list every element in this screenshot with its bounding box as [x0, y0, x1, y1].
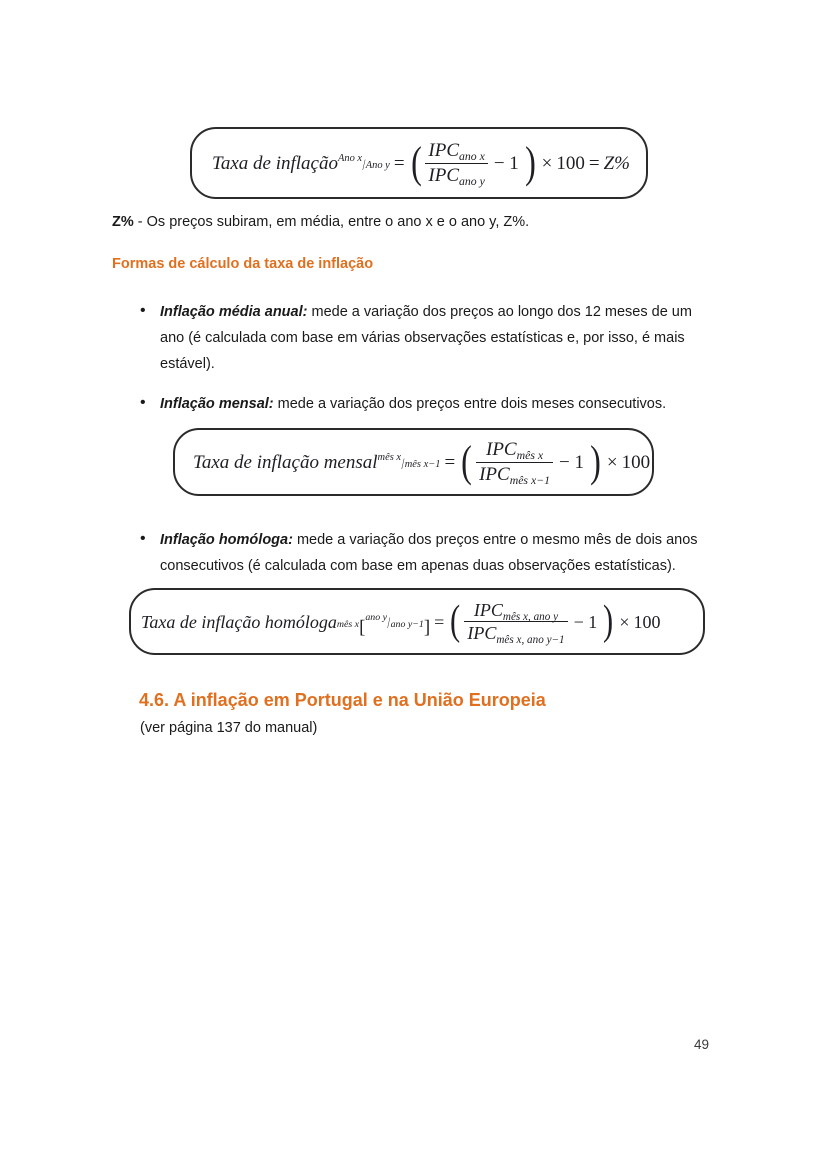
- bullet-term-annual-average: Inflação média anual:: [160, 304, 308, 320]
- bracket-close-icon: ]: [423, 616, 431, 638]
- bullet-item-monthly: [140, 391, 702, 417]
- formula-annual-label: Taxa de inflação: [212, 152, 338, 174]
- note-line: [112, 210, 752, 234]
- formula-homologous-frac-den: [464, 621, 567, 646]
- bullet-term-monthly: Inflação mensal:: [160, 396, 274, 412]
- formula-homologous-inflation: [141, 597, 661, 646]
- bullet-text-annual-average: [160, 299, 702, 377]
- ipc-label: IPC: [473, 599, 503, 620]
- ipc-sub: mês x, ano y−1: [496, 633, 565, 646]
- formula-annual-hundred: 100: [556, 152, 585, 174]
- paren-open-icon: (: [461, 436, 473, 487]
- bullet-item-annual-average: [140, 299, 702, 377]
- note-rest: - Os preços subiram, em média, entre o ano x e o ano y, Z%.: [133, 214, 530, 230]
- formula-homologous-minus-one: − 1: [573, 611, 598, 632]
- formula-homologous-label: Taxa de inflação homóloga: [141, 611, 337, 632]
- bullet-text-homologous: [160, 527, 710, 579]
- formula-annual-fraction: [425, 140, 487, 186]
- formula-annual-frac-den: [425, 163, 487, 186]
- formula-monthly-times: ×: [606, 451, 618, 473]
- ipc-label: IPC: [428, 164, 460, 186]
- paren-close-icon: ): [524, 137, 536, 188]
- bullet-dot-icon: •: [140, 394, 146, 411]
- formula-homologous-hundred: 100: [633, 611, 661, 632]
- formula-annual-sub-num: Ano x: [337, 152, 363, 164]
- bullet-item-homologous: [140, 527, 710, 579]
- ipc-sub: ano x: [459, 150, 485, 164]
- ipc-sub: mês x: [516, 449, 544, 463]
- formula-annual-sub-den: Ano y: [365, 160, 390, 172]
- formula-monthly-subscript: [377, 451, 441, 474]
- paren-close-icon: ): [603, 597, 614, 645]
- slash-glyph: /: [401, 456, 405, 474]
- formula-annual-result: Z%: [603, 152, 631, 174]
- formula-box-monthly-inflation: [173, 428, 654, 496]
- formula-homologous-times: ×: [619, 611, 630, 632]
- slash-glyph: /: [387, 615, 391, 633]
- formula-homologous-sub-prefix: mês x: [336, 619, 360, 631]
- formula-annual-subscript: [337, 152, 390, 175]
- formula-annual-equals: =: [393, 152, 405, 174]
- formula-homologous-subscript: [365, 611, 424, 633]
- bullet-term-homologous: Inflação homóloga:: [160, 532, 293, 548]
- formula-annual-minus-one: − 1: [493, 152, 519, 174]
- formula-monthly-sub-den: mês x−1: [404, 459, 441, 471]
- formula-homologous-sub-num: ano y: [365, 611, 388, 623]
- subsection-note-4-6: (ver página 137 do manual): [140, 720, 318, 736]
- formula-monthly-fraction: [476, 439, 553, 485]
- bullet-desc-homologous: mede a variação dos preços entre o mesmo mês de dois anos consecutivos (é calculada com base em apenas duas observações estatísticas).: [160, 532, 698, 574]
- bullet-desc-annual-average: mede a variação dos preços ao longo dos 12 meses de um ano (é calculada com base em várias observações estatísticas e, por isso, é mais estável).: [160, 304, 692, 372]
- formula-monthly-label: Taxa de inflação mensal: [193, 451, 378, 473]
- ipc-label: IPC: [428, 140, 460, 162]
- formula-annual-times: ×: [541, 152, 553, 174]
- page-number: 49: [694, 1037, 710, 1052]
- ipc-label: IPC: [479, 463, 510, 485]
- formula-monthly-sub-num: mês x: [377, 451, 402, 463]
- note-bold-prefix: Z%: [112, 214, 134, 230]
- bullet-desc-monthly: mede a variação dos preços entre dois meses consecutivos.: [273, 396, 667, 412]
- formula-monthly-equals: =: [444, 451, 456, 473]
- formula-monthly-hundred: 100: [621, 451, 651, 473]
- paren-close-icon: ): [590, 436, 601, 487]
- formula-monthly-minus-one: − 1: [559, 451, 584, 473]
- bracket-open-icon: [: [359, 616, 366, 638]
- formula-annual-frac-num: [425, 140, 487, 162]
- formula-monthly-frac-num: [483, 439, 546, 461]
- formula-monthly-inflation: [193, 436, 651, 487]
- section-heading-calculation-methods: Formas de cálculo da taxa de inflação: [112, 256, 374, 272]
- bullet-dot-icon: •: [140, 530, 146, 547]
- paren-open-icon: (: [450, 597, 461, 645]
- paren-open-icon: (: [410, 137, 422, 188]
- formula-homologous-fraction: [464, 599, 567, 646]
- ipc-sub: ano y: [459, 174, 485, 188]
- formula-homologous-equals: =: [434, 611, 445, 632]
- formula-annual-inflation: [212, 137, 631, 188]
- formula-homologous-sub-den: ano y−1: [390, 618, 424, 630]
- bullet-text-monthly: [160, 391, 666, 417]
- formula-monthly-frac-den: [476, 462, 553, 485]
- formula-annual-result-equals: =: [588, 152, 600, 174]
- subsection-title-4-6: 4.6. A inflação em Portugal e na União Europeia: [139, 690, 546, 710]
- ipc-sub: mês x−1: [509, 473, 550, 487]
- formula-box-homologous-inflation: [129, 588, 705, 655]
- slash-glyph: /: [362, 157, 366, 175]
- formula-homologous-frac-num: [471, 600, 561, 621]
- formula-box-annual-inflation: [190, 127, 648, 199]
- ipc-label: IPC: [486, 439, 517, 461]
- ipc-sub: mês x, ano y: [502, 610, 559, 623]
- ipc-label: IPC: [467, 623, 497, 643]
- bullet-dot-icon: •: [140, 302, 146, 319]
